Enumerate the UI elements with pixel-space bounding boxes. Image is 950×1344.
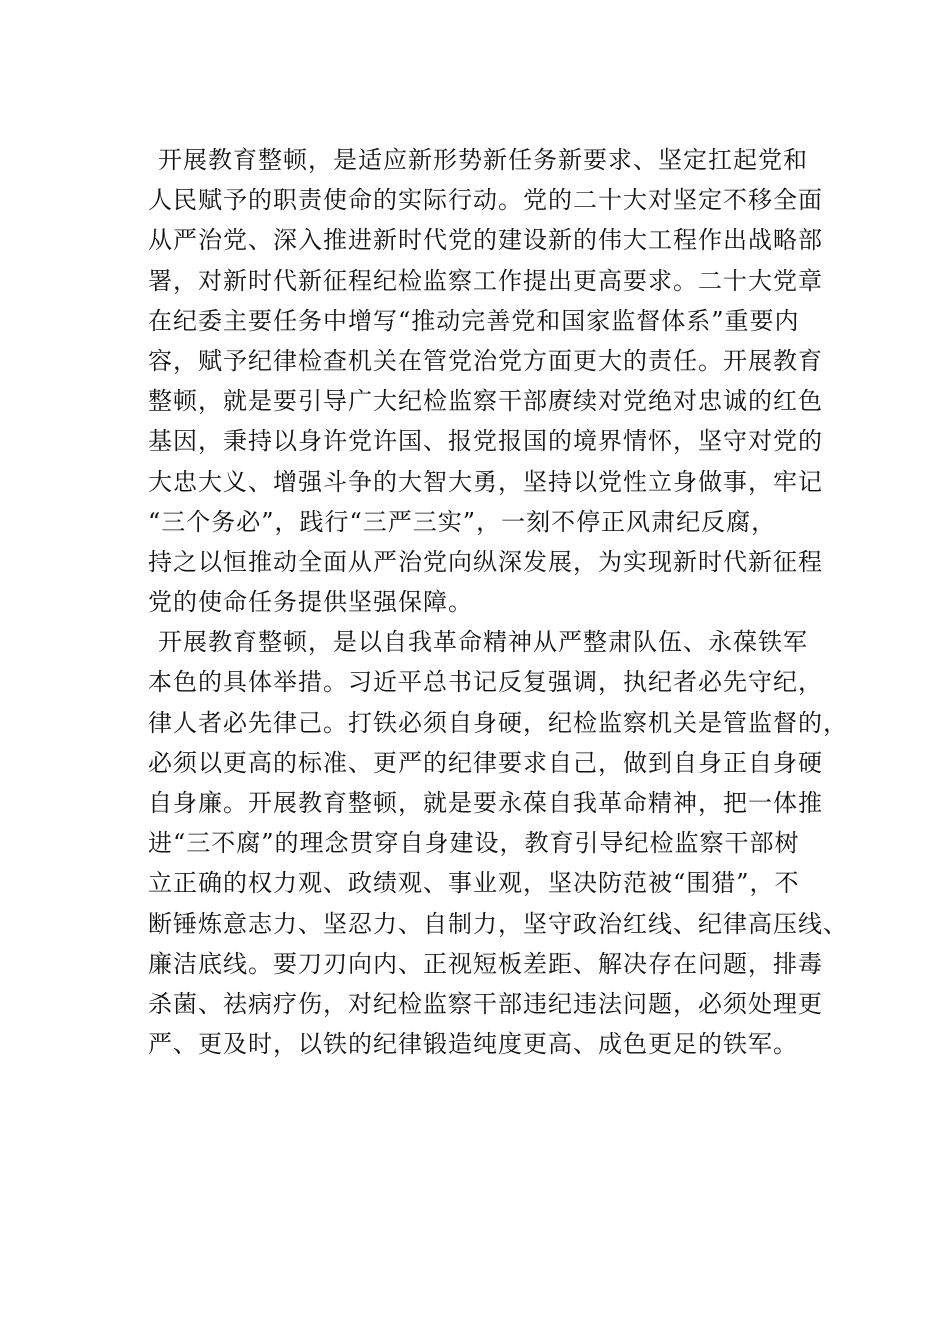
paragraph-1-line-4: 署，对新时代新征程纪检监察工作提出更高要求。二十大党章	[148, 266, 823, 295]
paragraph-1-line-1: 开展教育整顿，是适应新形势新任务新要求、坚定扛起党和	[158, 146, 808, 174]
paragraph-1-line-12: 党的使命任务提供坚强保障。	[148, 588, 473, 617]
paragraph-2-line-4: 必须以更高的标准、更严的纪律要求自己，做到自身正自身硬	[148, 748, 823, 777]
paragraph-2-line-10: 杀菌、祛病疗伤，对纪检监察干部违纪违法问题，必须处理更	[148, 989, 823, 1018]
paragraph-2-line-9: 廉洁底线。要刀刃向内、正视短板差距、解决存在问题，排毒	[148, 949, 823, 978]
paragraph-2-line-2: 本色的具体举措。习近平总书记反复强调，执纪者必先守纪，	[148, 668, 823, 697]
paragraph-2-line-5: 自身廉。开展教育整顿，就是要永葆自我革命精神，把一体推	[148, 789, 823, 817]
paragraph-1-line-5: 在纪委主要任务中增写“推动完善党和国家监督体系”重要内	[148, 306, 800, 335]
paragraph-2-line-3: 律人者必先律己。打铁必须自身硬，纪检监察机关是管监督的，	[148, 708, 848, 737]
paragraph-2-line-7: 立正确的权力观、政绩观、事业观，坚决防范被“围猎”，不	[148, 869, 800, 898]
paragraph-2-line-11: 严、更及时，以铁的纪律锻造纯度更高、成色更足的铁军。	[148, 1030, 798, 1059]
paragraph-1-line-8: 基因，秉持以身许党许国、报党报国的境界情怀，坚守对党的	[148, 427, 823, 456]
paragraph-1-line-11: 持之以恒推动全面从严治党向纵深发展，为实现新时代新征程	[148, 547, 823, 576]
paragraph-1-line-6: 容，赋予纪律检查机关在管党治党方面更大的责任。开展教育	[148, 346, 823, 375]
paragraph-2-line-6: 进“三不腐”的理念贯穿自身建设，教育引导纪检监察干部树	[148, 829, 800, 858]
paragraph-1-line-3: 从严治党、深入推进新时代党的建设新的伟大工程作出战略部	[148, 226, 823, 255]
paragraph-2-line-8: 断锤炼意志力、坚忍力、自制力，坚守政治红线、纪律高压线、	[148, 909, 848, 938]
paragraph-1-line-10: “三个务必”，践行“三严三实”，一刻不停正风肃纪反腐，	[148, 507, 777, 536]
paragraph-1-line-2: 人民赋予的职责使命的实际行动。党的二十大对坚定不移全面	[148, 186, 823, 215]
paragraph-2-line-1: 开展教育整顿，是以自我革命精神从严整肃队伍、永葆铁军	[158, 628, 808, 657]
paragraph-1-line-9: 大忠大义、增强斗争的大智大勇，坚持以党性立身做事，牢记	[148, 467, 823, 496]
document-body	[148, 140, 848, 1064]
paragraph-1-line-7: 整顿，就是要引导广大纪检监察干部赓续对党绝对忠诚的红色	[148, 387, 823, 416]
